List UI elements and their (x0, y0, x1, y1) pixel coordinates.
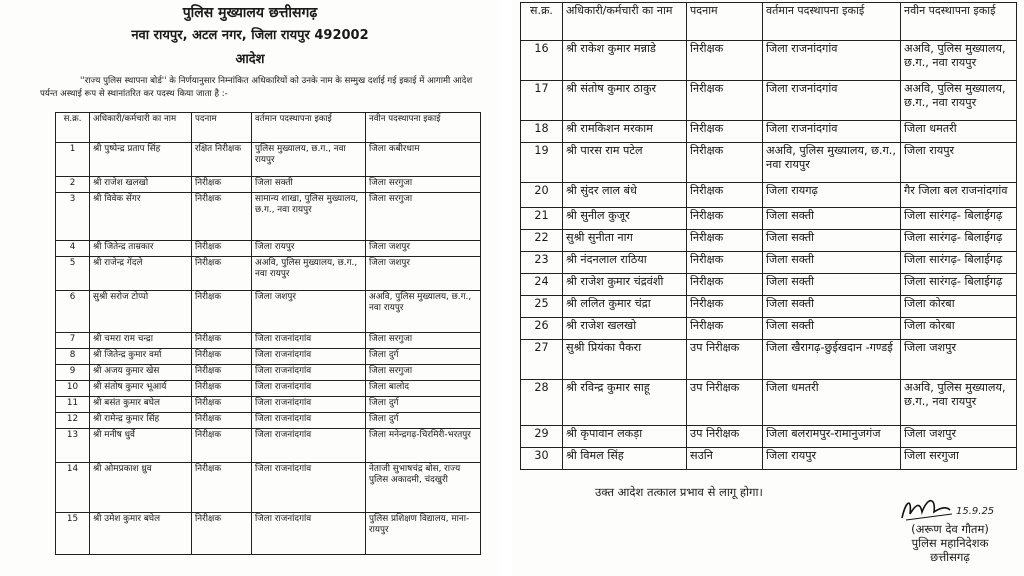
rank-cell: निरीक्षक (192, 413, 252, 429)
rank-cell: निरीक्षक (687, 208, 763, 230)
column-header: पदनाम (192, 113, 252, 143)
rank-cell: निरीक्षक (192, 365, 252, 381)
table-row (521, 143, 1017, 183)
sn-cell: 30 (521, 448, 563, 470)
new-posting-cell: अअवि, पुलिस मुख्यालय, छ.ग., नवा रायपुर (901, 41, 1017, 81)
current-posting-cell: जिला सक्ती (763, 252, 901, 274)
table-row (56, 257, 481, 291)
rank-cell: निरीक्षक (687, 121, 763, 143)
name-cell: श्री जितेन्द्र ताम्रकार (90, 241, 192, 257)
office-address: नवा रायपुर, अटल नगर, जिला रायपुर 492002 (131, 28, 369, 43)
sn-cell: 19 (521, 143, 563, 183)
name-cell: सुश्री सरोज टोप्पो (90, 291, 192, 333)
new-posting-cell: जिला दुर्ग (366, 413, 481, 429)
rank-cell: निरीक्षक (687, 41, 763, 81)
sn-cell: 1 (56, 143, 90, 177)
sn-cell: 2 (56, 177, 90, 193)
current-posting-cell: जिला सक्ती (763, 296, 901, 318)
rank-cell: निरीक्षक (687, 252, 763, 274)
sn-cell: 24 (521, 274, 563, 296)
new-posting-cell: अअवि, पुलिस मुख्यालय, छ.ग., नवा रायपुर (366, 291, 481, 333)
name-cell: श्री कृपावान लकड़ा (563, 426, 687, 448)
document-header (0, 3, 500, 67)
table-row (56, 397, 481, 413)
name-cell: श्री नंदनलाल राठिया (563, 252, 687, 274)
table-body-left (56, 143, 481, 555)
table-row (56, 241, 481, 257)
table-row (56, 365, 481, 381)
rank-cell: निरीक्षक (192, 193, 252, 241)
name-cell: श्री विमल सिंह (563, 448, 687, 470)
rank-cell: रक्षित निरीक्षक (192, 143, 252, 177)
new-posting-cell: जिला सारंगढ़- बिलाईगढ़ (901, 208, 1017, 230)
name-cell: श्री अजय कुमार खेस (90, 365, 192, 381)
column-header: अधिकारी/कर्मचारी का नाम (563, 3, 687, 41)
sn-cell: 22 (521, 230, 563, 252)
rank-cell: निरीक्षक (687, 230, 763, 252)
rank-cell: निरीक्षक (192, 429, 252, 463)
new-posting-cell: अअवि, पुलिस मुख्यालय, छ.ग., नवा रायपुर (901, 380, 1017, 426)
column-header: पदनाम (687, 3, 763, 41)
column-header: नवीन पदस्थापना इकाई (366, 113, 481, 143)
rank-cell: निरीक्षक (192, 291, 252, 333)
table-row (521, 183, 1017, 208)
rank-cell: सउनि (687, 448, 763, 470)
new-posting-cell: जिला कोरबा (901, 296, 1017, 318)
table-row (521, 81, 1017, 121)
current-posting-cell: जिला राजनांदगांव (252, 429, 366, 463)
name-cell: सुश्री प्रियंका पैकरा (563, 340, 687, 380)
new-posting-cell: जिला सरगुजा (366, 365, 481, 381)
name-cell: श्री राजेश खलखो (90, 177, 192, 193)
name-cell: श्री सुंदर लाल बंधे (563, 183, 687, 208)
new-posting-cell: जिला सारंगढ़- बिलाईगढ़ (901, 252, 1017, 274)
current-posting-cell: जिला सक्ती (763, 230, 901, 252)
current-posting-cell: जिला सक्ती (252, 177, 366, 193)
new-posting-cell: जिला सारंगढ़- बिलाईगढ़ (901, 230, 1017, 252)
current-posting-cell: जिला रायपुर (252, 241, 366, 257)
current-posting-cell: जिला राजनांदगांव (252, 463, 366, 513)
rank-cell: निरीक्षक (192, 333, 252, 349)
sn-cell: 12 (56, 413, 90, 429)
table-row (521, 296, 1017, 318)
sn-cell: 6 (56, 291, 90, 333)
new-posting-cell: नेताजी सुभाषचंद्र बोस, राज्य पुलिस अकादमी, चंदखुरी (366, 463, 481, 513)
sn-cell: 13 (56, 429, 90, 463)
new-posting-cell: जिला जशपुर (901, 426, 1017, 448)
name-cell: श्री जितेन्द्र कुमार वर्मा (90, 349, 192, 365)
rank-cell: निरीक्षक (687, 183, 763, 208)
new-posting-cell: जिला सरगुजा (366, 177, 481, 193)
closing-statement: उक्त आदेश तत्काल प्रभाव से लागू होगा। (595, 485, 763, 499)
name-cell: श्री रविन्द्र कुमार साहू (563, 380, 687, 426)
new-posting-cell: जिला जशपुर (366, 257, 481, 291)
new-posting-cell: जिला मनेन्द्रगढ़-चिरमिरी-भरतपुर (366, 429, 481, 463)
rank-cell: निरीक्षक (192, 177, 252, 193)
current-posting-cell: पुलिस मुख्यालय, छ.ग., नवा रायपुर (252, 143, 366, 177)
sn-cell: 3 (56, 193, 90, 241)
table-body-right (521, 41, 1017, 470)
new-posting-cell: जिला धमतरी (901, 121, 1017, 143)
name-cell: श्री पुष्पेन्द्र प्रताप सिंह (90, 143, 192, 177)
table-row (521, 380, 1017, 426)
rank-cell: निरीक्षक (192, 397, 252, 413)
table-row (56, 429, 481, 463)
new-posting-cell: जिला रायपुर (901, 143, 1017, 183)
table-row (521, 318, 1017, 340)
sn-cell: 4 (56, 241, 90, 257)
current-posting-cell: जिला राजनांदगांव (252, 365, 366, 381)
sn-cell: 28 (521, 380, 563, 426)
name-cell: श्री रामेन्द्र कुमार सिंह (90, 413, 192, 429)
new-posting-cell: पुलिस प्रशिक्षण विद्यालय, माना-रायपुर (366, 513, 481, 555)
sn-cell: 10 (56, 381, 90, 397)
name-cell: श्री मनीष धुर्वे (90, 429, 192, 463)
current-posting-cell: जिला धमतरी (763, 380, 901, 426)
sn-cell: 26 (521, 318, 563, 340)
table-row (56, 413, 481, 429)
sn-cell: 18 (521, 121, 563, 143)
signatory-designation: पुलिस महानिदेशक (911, 536, 989, 550)
table-row (521, 230, 1017, 252)
current-posting-cell: जिला राजनांदगांव (252, 381, 366, 397)
transfer-table-right (520, 2, 1017, 470)
name-cell: श्री राजेश कुमार चंद्रवंशी (563, 274, 687, 296)
table-row (521, 340, 1017, 380)
column-header: अधिकारी/कर्मचारी का नाम (90, 113, 192, 143)
table-header-row (56, 113, 481, 143)
sn-cell: 14 (56, 463, 90, 513)
rank-cell: निरीक्षक (687, 296, 763, 318)
table-row (521, 252, 1017, 274)
name-cell: सुश्री सुनीता नाग (563, 230, 687, 252)
current-posting-cell: अअवि, पुलिस मुख्यालय, छ.ग., नवा रायपुर (763, 143, 901, 183)
sn-cell: 29 (521, 426, 563, 448)
sn-cell: 11 (56, 397, 90, 413)
signatory-name: (अरूण देव गौतम) (911, 522, 989, 536)
rank-cell: निरीक्षक (192, 513, 252, 555)
sn-cell: 9 (56, 365, 90, 381)
table-row (521, 426, 1017, 448)
table-row (521, 208, 1017, 230)
current-posting-cell: जिला सक्ती (763, 208, 901, 230)
new-posting-cell: जिला सरगुजा (901, 448, 1017, 470)
sn-cell: 25 (521, 296, 563, 318)
rank-cell: निरीक्षक (192, 257, 252, 291)
table-row (56, 513, 481, 555)
new-posting-cell: जिला कबीरधाम (366, 143, 481, 177)
current-posting-cell: जिला खैरागढ़-छुईखदान -गण्डई (763, 340, 901, 380)
signatory-state: छत्तीसगढ़ (930, 550, 970, 564)
rank-cell: निरीक्षक (687, 318, 763, 340)
name-cell: श्री रामकिशन मरकाम (563, 121, 687, 143)
rank-cell: निरीक्षक (192, 463, 252, 513)
name-cell: श्री विवेक सेंगर (90, 193, 192, 241)
current-posting-cell: जिला राजनांदगांव (763, 121, 901, 143)
name-cell: श्री पारस राम पटेल (563, 143, 687, 183)
table-row (56, 349, 481, 365)
table-row (56, 291, 481, 333)
current-posting-cell: जिला जशपुर (252, 291, 366, 333)
current-posting-cell: जिला रायपुर (763, 448, 901, 470)
signatory-block (880, 522, 1020, 564)
sn-cell: 23 (521, 252, 563, 274)
table-header-row (521, 3, 1017, 41)
current-posting-cell: जिला राजनांदगांव (763, 41, 901, 81)
new-posting-cell: जिला कोरबा (901, 318, 1017, 340)
name-cell: श्री बसंत कुमार बघेल (90, 397, 192, 413)
name-cell: श्री सुनील कुजूर (563, 208, 687, 230)
table-row (56, 381, 481, 397)
sn-cell: 27 (521, 340, 563, 380)
current-posting-cell: जिला राजनांदगांव (252, 513, 366, 555)
column-header: वर्तमान पदस्थापना इकाई (252, 113, 366, 143)
table-row (56, 193, 481, 241)
table-row (521, 121, 1017, 143)
current-posting-cell: जिला रायगढ़ (763, 183, 901, 208)
new-posting-cell: जिला दुर्ग (366, 349, 481, 365)
rank-cell: निरीक्षक (687, 274, 763, 296)
rank-cell: उप निरीक्षक (687, 426, 763, 448)
table-row (56, 177, 481, 193)
document-type: आदेश (235, 52, 265, 67)
new-posting-cell: जिला सारंगढ़- बिलाईगढ़ (901, 274, 1017, 296)
column-header: वर्तमान पदस्थापना इकाई (763, 3, 901, 41)
name-cell: श्री राजेन्द्र गेंदले (90, 257, 192, 291)
sn-cell: 21 (521, 208, 563, 230)
sn-cell: 5 (56, 257, 90, 291)
name-cell: श्री संतोष कुमार भूआर्य (90, 381, 192, 397)
current-posting-cell: जिला सक्ती (763, 318, 901, 340)
current-posting-cell: सामान्य शाखा, पुलिस मुख्यालय, छ.ग., नवा रायपुर (252, 193, 366, 241)
name-cell: श्री ललित कुमार चंद्रा (563, 296, 687, 318)
table-row (521, 41, 1017, 81)
current-posting-cell: अअवि, पुलिस मुख्यालय, छ.ग., नवा रायपुर (252, 257, 366, 291)
sn-cell: 7 (56, 333, 90, 349)
name-cell: श्री संतोष कुमार ठाकुर (563, 81, 687, 121)
sn-cell: 15 (56, 513, 90, 555)
new-posting-cell: जिला बालोद (366, 381, 481, 397)
sn-cell: 8 (56, 349, 90, 365)
new-posting-cell: जिला दुर्ग (366, 397, 481, 413)
table-row (56, 463, 481, 513)
column-header: नवीन पदस्थापना इकाई (901, 3, 1017, 41)
rank-cell: उप निरीक्षक (687, 380, 763, 426)
table-row (56, 333, 481, 349)
current-posting-cell: जिला राजनांदगांव (763, 81, 901, 121)
sn-cell: 20 (521, 183, 563, 208)
current-posting-cell: जिला राजनांदगांव (252, 333, 366, 349)
current-posting-cell: जिला राजनांदगांव (252, 413, 366, 429)
new-posting-cell: जिला जशपुर (366, 241, 481, 257)
sn-cell: 16 (521, 41, 563, 81)
name-cell: श्री ओमप्रकाश ध्रुव (90, 463, 192, 513)
current-posting-cell: जिला बलरामपुर-रामानुजगंज (763, 426, 901, 448)
current-posting-cell: जिला राजनांदगांव (252, 397, 366, 413)
name-cell: श्री राकेश कुमार मन्नाडे (563, 41, 687, 81)
name-cell: श्री चमरा राम चन्द्रा (90, 333, 192, 349)
rank-cell: निरीक्षक (192, 381, 252, 397)
new-posting-cell: अअवि, पुलिस मुख्यालय, छ.ग., नवा रायपुर (901, 81, 1017, 121)
sn-cell: 17 (521, 81, 563, 121)
office-title: पुलिस मुख्यालय छत्तीसगढ़ (182, 5, 318, 21)
signature-date: 15.9.25 (956, 506, 995, 517)
transfer-table-left (55, 112, 481, 555)
table-row (56, 143, 481, 177)
table-row (521, 274, 1017, 296)
column-header: स.क्र. (521, 3, 563, 41)
rank-cell: उप निरीक्षक (687, 340, 763, 380)
new-posting-cell: जिला सरगुजा (366, 193, 481, 241)
rank-cell: निरीक्षक (192, 349, 252, 365)
current-posting-cell: जिला सक्ती (763, 274, 901, 296)
new-posting-cell: जिला सरगुजा (366, 333, 481, 349)
rank-cell: निरीक्षक (687, 143, 763, 183)
column-header: स.क्र. (56, 113, 90, 143)
rank-cell: निरीक्षक (687, 81, 763, 121)
name-cell: श्री उमेश कुमार बघेल (90, 513, 192, 555)
order-intro: ''राज्य पुलिस स्थापना बोर्ड'' के निर्णयानुसार निम्नांकित अधिकारियों को उनके नाम के सम्मुख दर्शाई गई इकाई में आगामी आदेश पर्यन्त अस्थाई रूप से स्थानांतरित कर पदस्थ किया जाता है :- (40, 76, 473, 99)
name-cell: श्री राजेश खलखो (563, 318, 687, 340)
new-posting-cell: जिला जशपुर (901, 340, 1017, 380)
rank-cell: निरीक्षक (192, 241, 252, 257)
current-posting-cell: जिला राजनांदगांव (252, 349, 366, 365)
table-row (521, 448, 1017, 470)
new-posting-cell: गैर जिला बल राजनांदगांव (901, 183, 1017, 208)
